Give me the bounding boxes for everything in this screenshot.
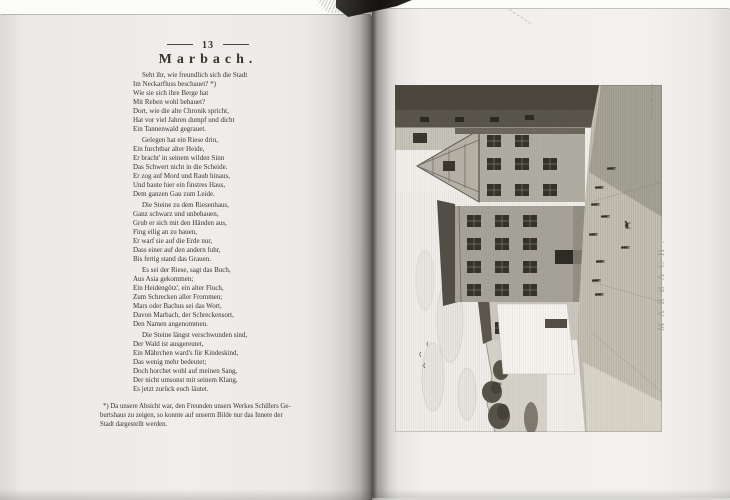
poem-line: Hat vor viel Jahren dumpf und dicht [133, 116, 235, 124]
footnote-line: *) Da unsere Absicht war, den Freunden unsers Werkes Schillers Ge- [103, 403, 291, 410]
poem-line: Wie sie sich ihre Berge hat [133, 89, 209, 97]
poem-line: Ein Tannenwald gegrauet. [133, 125, 207, 133]
footnote [100, 402, 362, 430]
poem-line: Gelegen hat ein Riese drin, [142, 136, 219, 144]
poem-line: Er zog auf Mord und Raub hinaus, [133, 172, 231, 180]
poem-line: Fing eilig an zu bauen, [133, 228, 197, 236]
poem-line: Dem ganzen Gau zum Leide. [133, 190, 215, 198]
poem-line: Zum Schrecken aller Frommen; [133, 293, 223, 301]
poem [133, 71, 323, 396]
poem-line: Es sei der Riese, sagt das Buch, [142, 266, 231, 274]
poem-line: Es jetzt zurück euch läutet. [133, 385, 209, 393]
poem-line: Die Steine zu dem Riesenhaus, [142, 201, 229, 209]
poem-line: Dort, wie die alte Chronik spricht, [133, 107, 229, 115]
footnote-line: burtshaus zu zeigen, so konnte auf unserm Bilde nur das Innere der [100, 412, 283, 420]
poem-line: Und baute hier ein finstres Haus, [133, 181, 226, 189]
page-header [118, 40, 298, 51]
poem-line: Den Namen angenommen. [133, 320, 208, 328]
poem-line: Doch horchet wohl auf meinen Sang, [133, 367, 238, 375]
poem-line: Dass einer auf den andern fuhr, [133, 246, 221, 254]
engraver-credit: Gest. v. E. Lacey [649, 83, 654, 118]
poem-line: Ein Mährchen ward's für Kindeskind, [133, 349, 239, 357]
stanza-5 [133, 331, 323, 394]
poem-line: Ein furchtbar alter Heide, [133, 145, 205, 153]
poem-line: Er warf sie auf die Erde nur, [133, 237, 213, 245]
poem-line: Das wenig mehr bedeutet; [133, 358, 207, 366]
poem-line: Bis fertig stand das Grauen. [133, 255, 211, 263]
poem-line: Ein Heidengötz', ein alter Fluch, [133, 284, 224, 292]
stanza-1 [133, 71, 323, 134]
poem-line: Grub er sich mit den Händen aus, [133, 219, 227, 227]
poem-line: Mit Reben wohl bebauet? [133, 98, 206, 106]
poem-line: Das Schwert nicht in die Scheide. [133, 163, 228, 171]
page-number: 13 [202, 40, 214, 51]
footnote-line: Stadt dargestellt werden. [100, 421, 168, 429]
plate-caption: MARBACH. [656, 235, 666, 331]
poem-line: Im Neckarfluss beschauet? *) [133, 80, 216, 88]
poem-line: Aus Asia gekommen; [133, 275, 194, 283]
poem-line: Davon Marbach, der Schreckensort, [133, 311, 234, 319]
poem-line: Mars oder Bachus sei das Wort, [133, 302, 222, 310]
marbach-engraving [395, 85, 662, 432]
poem-line: Ganz schwarz und unbehauen, [133, 210, 219, 218]
poem-line: Seht ihr, wie freundlich sich die Stadt [142, 71, 248, 79]
poem-title: Marbach. [158, 52, 258, 67]
poem-line: Die Steine längst verschwunden sind, [142, 331, 248, 339]
header-rule-left [167, 44, 193, 45]
stanza-3 [133, 201, 323, 264]
poem-line: Der Wald ist ausgereutet, [133, 340, 204, 348]
header-rule-right [223, 44, 249, 45]
poem-line: Der nicht umsonst mit seinem Klang, [133, 376, 238, 384]
poem-line: Er bracht' in seinem wilden Sinn [133, 154, 225, 162]
stanza-2 [133, 136, 323, 199]
stanza-4 [133, 266, 323, 329]
